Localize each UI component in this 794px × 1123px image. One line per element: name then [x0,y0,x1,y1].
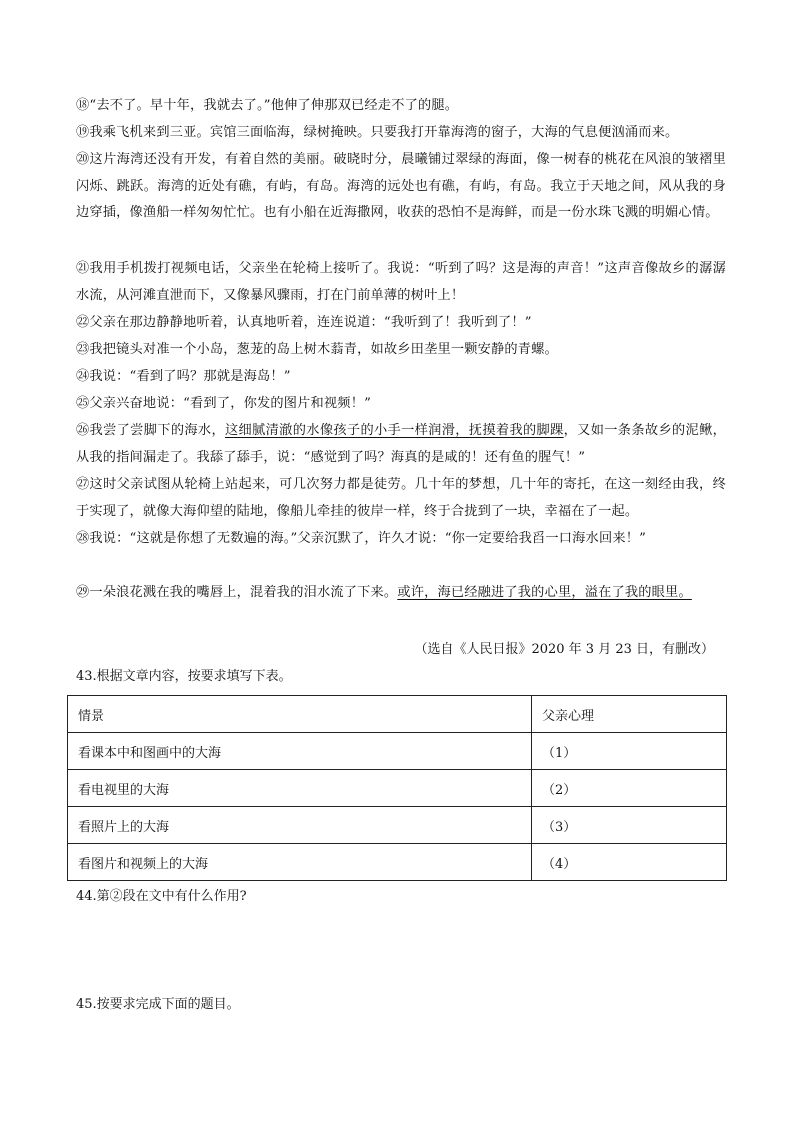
source-citation: （选自《人民日报》2020 年 3 月 23 日，有删改） [414,642,714,657]
table-header-scene: 情景 [68,696,532,733]
table-cell-answer[interactable]: （1） [532,733,727,770]
table-cell-scene: 看课本中和图画中的大海 [68,733,532,770]
paragraph-26-end: ，又如一条条故乡的泥鳅，从我的指间漏走了。我舔了舔手，说：“感觉到了吗？海真的是咸的！还有鱼的腥气！” [76,423,727,465]
question-45: 45.按要求完成下面的题目。 [76,997,240,1012]
answer-table [67,695,727,881]
paragraph-20: ⑳这片海湾还没有开发，有着自然的美丽。破晓时分，晨曦铺过翠绿的海面，像一树春的桃花在风浪的皱褶里闪烁、跳跃。海湾的近处有礁，有屿，有岛。海湾的远处也有礁，有屿，有岛。我立于天地之间，风从我的身边穿插，像渔船一样匆匆忙忙。也有小船在近海撒网，收获的恐怕不是海鲜，而是一份水珠飞溅的明媚心情。 [76,152,726,220]
underlined-sentence-29: 或许，海已经融进了我的心里，溢在了我的眼里。 [397,585,692,600]
paragraph-19: ⑲我乘飞机来到三亚。宾馆三面临海，绿树掩映。只要我打开靠海湾的窗子，大海的气息便汹涌而来。 [76,125,679,140]
question-43: 43.根据文章内容，按要求填写下表。 [76,669,292,684]
paragraph-21: ㉑我用手机拨打视频电话，父亲坐在轮椅上接听了。我说：“听到了吗？这是海的声音！”这声音像故乡的潺潺水流，从河滩直泄而下，又像暴风骤雨，打在门前单薄的树叶上！ [76,261,726,303]
paragraph-29 [76,580,726,607]
table-header-row [68,696,727,733]
table-row [68,807,727,844]
table-cell-answer[interactable]: （3） [532,807,727,844]
paragraph-23: ㉓我把镜头对准一个小岛，葱茏的岛上树木蓊青，如故乡田垄里一颗安静的青螺。 [76,342,558,357]
table-cell-answer[interactable]: （4） [532,844,727,881]
paragraph-28: ㉘我说：“这就是你想了无数遍的海。”父亲沉默了，许久才说：“你一定要给我舀一口海水回来！” [76,531,647,546]
table-cell-scene: 看电视里的大海 [68,770,532,807]
paragraph-18: ⑱“去不了。早十年，我就去了。”他伸了伸那双已经走不了的腿。 [76,98,459,113]
paragraph-29-start: ㉙一朵浪花溅在我的嘴唇上，混着我的泪水流了下来。 [76,585,398,600]
paragraph-27: ㉗这时父亲试图从轮椅上站起来，可几次努力都是徒劳。几十年的梦想，几十年的寄托，在这一刻经由我，终于实现了，就像大海仰望的陆地，像船儿牵挂的彼岸一样，终于合拢到了一块，幸福在了一起。 [76,477,726,519]
table-cell-scene: 看照片上的大海 [68,807,532,844]
table-cell-answer[interactable]: （2） [532,770,727,807]
question-44: 44.第②段在文中有什么作用? [76,889,247,904]
underlined-sentence-26: 这细腻清澈的水像孩子的小手一样润滑，抚摸着我的脚踝 [225,423,564,438]
table-cell-scene: 看图片和视频上的大海 [68,844,532,881]
paragraph-25: ㉕父亲兴奋地说：“看到了，你发的图片和视频！” [76,396,372,411]
paragraph-24: ㉔我说：“看到了吗？那就是海岛！” [76,369,291,384]
paragraph-26-start: ㉖我尝了尝脚下的海水， [76,423,225,438]
table-row [68,733,727,770]
paragraph-26 [76,418,726,471]
paragraph-22: ㉒父亲在那边静静地听着，认真地听着，连连说道：“我听到了！我听到了！” [76,315,532,330]
table-row [68,770,727,807]
table-row [68,844,727,881]
table-header-psychology: 父亲心理 [532,696,727,733]
